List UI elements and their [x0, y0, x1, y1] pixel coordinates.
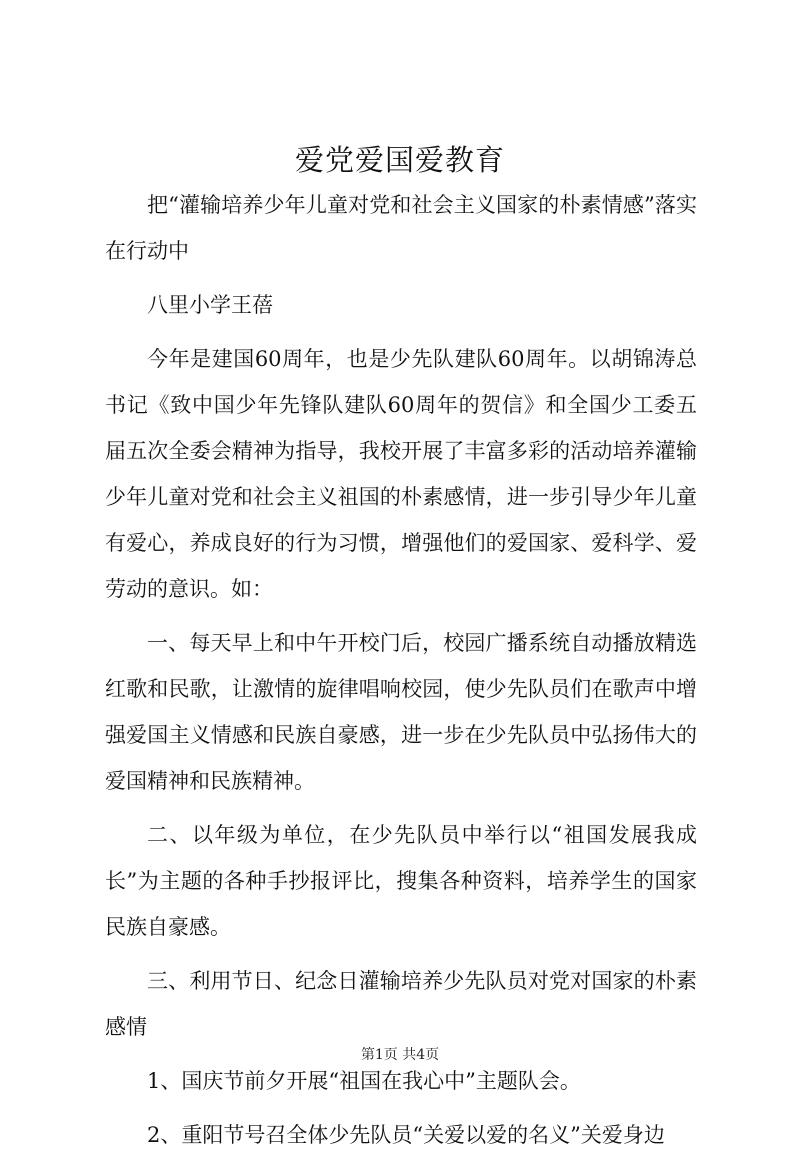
- paragraph-subtitle: 把“灌输培养少年儿童对党和社会主义国家的朴素情感”落实在行动中: [105, 193, 697, 263]
- document-title: 爱党爱国爱教育: [294, 143, 505, 177]
- page-footer: 第1页 共4页: [360, 1047, 440, 1063]
- paragraph-subitem-2: 2、重阳节号召全体少先队员“关爱以爱的名义”关爱身边: [147, 1123, 665, 1147]
- paragraph-item-2: 二、以年级为单位，在少先队员中举行以“祖国发展我成长”为主题的各种手抄报评比，搜集各种资料，培养学生的国家民族自豪感。: [105, 823, 697, 939]
- paragraph-subitem-1: 1、国庆节前夕开展“祖国在我心中”主题队会。: [147, 1069, 581, 1093]
- paragraph-author: 八里小学王蓓: [147, 293, 273, 317]
- paragraph-item-1: 一、每天早上和中午开校门后，校园广播系统自动播放精选红歌和民歌，让激情的旋律唱响校园，使少先队员们在歌声中增强爱国主义情感和民族自豪感，进一步在少先队员中弘扬伟大的爱国精神和民族精神。: [105, 631, 697, 793]
- document-body: [105, 182, 697, 1166]
- paragraph-intro: 今年是建国60周年，也是少先队建队60周年。以胡锦涛总书记《致中国少年先锋队建队60周年的贺信》和全国少工委五届五次全委会精神为指导，我校开展了丰富多彩的活动培养灌输少年儿童对党和社会主义祖国的朴素感情，进一步引导少年儿童有爱心，养成良好的行为习惯，增强他们的爱国家、爱科学、爱劳动的意识。如：: [105, 347, 697, 601]
- paragraph-item-3: 三、利用节日、纪念日灌输培养少先队员对党对国家的朴素感情: [105, 969, 697, 1039]
